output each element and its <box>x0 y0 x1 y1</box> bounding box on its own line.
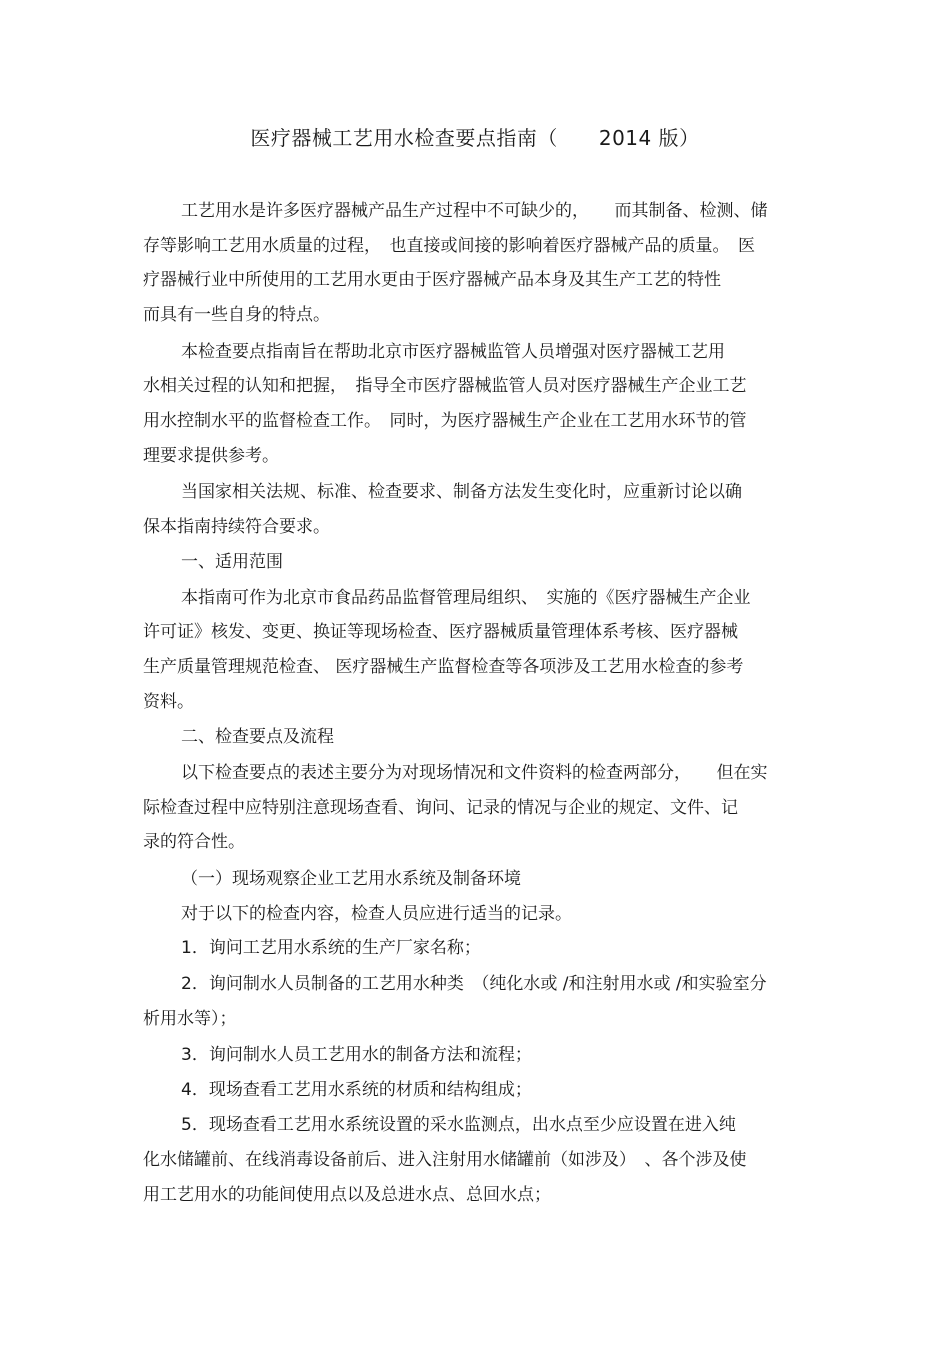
paragraph-line: 以下检查要点的表述主要分为对现场情况和文件资料的检查两部分， 但在实 <box>181 763 768 783</box>
paragraph-line: 资料。 <box>143 692 194 712</box>
paragraph-line: 本检查要点指南旨在帮助北京市医疗器械监管人员增强对医疗器械工艺用 <box>181 342 725 362</box>
paragraph-line: 保本指南持续符合要求。 <box>143 517 330 537</box>
paragraph-line: 疗器械行业中所使用的工艺用水更由于医疗器械产品本身及其生产工艺的特性 <box>143 270 721 290</box>
paragraph-line: 际检查过程中应特别注意现场查看、询问、记录的情况与企业的规定、文件、记 <box>143 798 738 818</box>
list-item: 3．询问制水人员工艺用水的制备方法和流程； <box>181 1045 532 1065</box>
document-title: 医疗器械工艺用水检查要点指南（ 2014 版） <box>250 126 700 150</box>
paragraph-line: 对于以下的检查内容，检查人员应进行适当的记录。 <box>181 904 572 924</box>
paragraph-line: 而具有一些自身的特点。 <box>143 305 330 325</box>
paragraph-line: 生产质量管理规范检查、 医疗器械生产监督检查等各项涉及工艺用水检查的参考 <box>143 657 744 677</box>
paragraph-line: 本指南可作为北京市食品药品监督管理局组织、 实施的《医疗器械生产企业 <box>181 588 751 608</box>
section-heading: 一、适用范围 <box>181 552 283 572</box>
list-item-continuation: 化水储罐前、在线消毒设备前后、进入注射用水储罐前（如涉及） 、各个涉及使 <box>143 1150 747 1170</box>
list-item: 5．现场查看工艺用水系统设置的采水监测点，出水点至少应设置在进入纯 <box>181 1115 736 1135</box>
paragraph-line: 录的符合性。 <box>143 832 245 852</box>
list-item: 4．现场查看工艺用水系统的材质和结构组成； <box>181 1080 532 1100</box>
paragraph-line: 水相关过程的认知和把握， 指导全市医疗器械监管人员对医疗器械生产企业工艺 <box>143 376 747 396</box>
paragraph-line: 存等影响工艺用水质量的过程， 也直接或间接的影响着医疗器械产品的质量。 医 <box>143 236 755 256</box>
section-heading: 二、检查要点及流程 <box>181 727 334 747</box>
paragraph-line: 理要求提供参考。 <box>143 446 279 466</box>
paragraph-line: 当国家相关法规、标准、检查要求、制备方法发生变化时，应重新讨论以确 <box>181 482 742 502</box>
list-item-continuation: 用工艺用水的功能间使用点以及总进水点、总回水点； <box>143 1185 551 1205</box>
subsection-heading: （一）现场观察企业工艺用水系统及制备环境 <box>181 869 521 889</box>
list-item-continuation: 析用水等）； <box>143 1009 237 1029</box>
list-item: 2．询问制水人员制备的工艺用水种类 （纯化水或 /和注射用水或 /和实验室分 <box>181 974 767 994</box>
paragraph-line: 许可证》核发、变更、换证等现场检查、医疗器械质量管理体系考核、医疗器械 <box>143 622 738 642</box>
list-item: 1．询问工艺用水系统的生产厂家名称； <box>181 938 481 958</box>
paragraph-line: 工艺用水是许多医疗器械产品生产过程中不可缺少的， 而其制备、检测、储 <box>181 201 768 221</box>
paragraph-line: 用水控制水平的监督检查工作。 同时，为医疗器械生产企业在工艺用水环节的管 <box>143 411 747 431</box>
